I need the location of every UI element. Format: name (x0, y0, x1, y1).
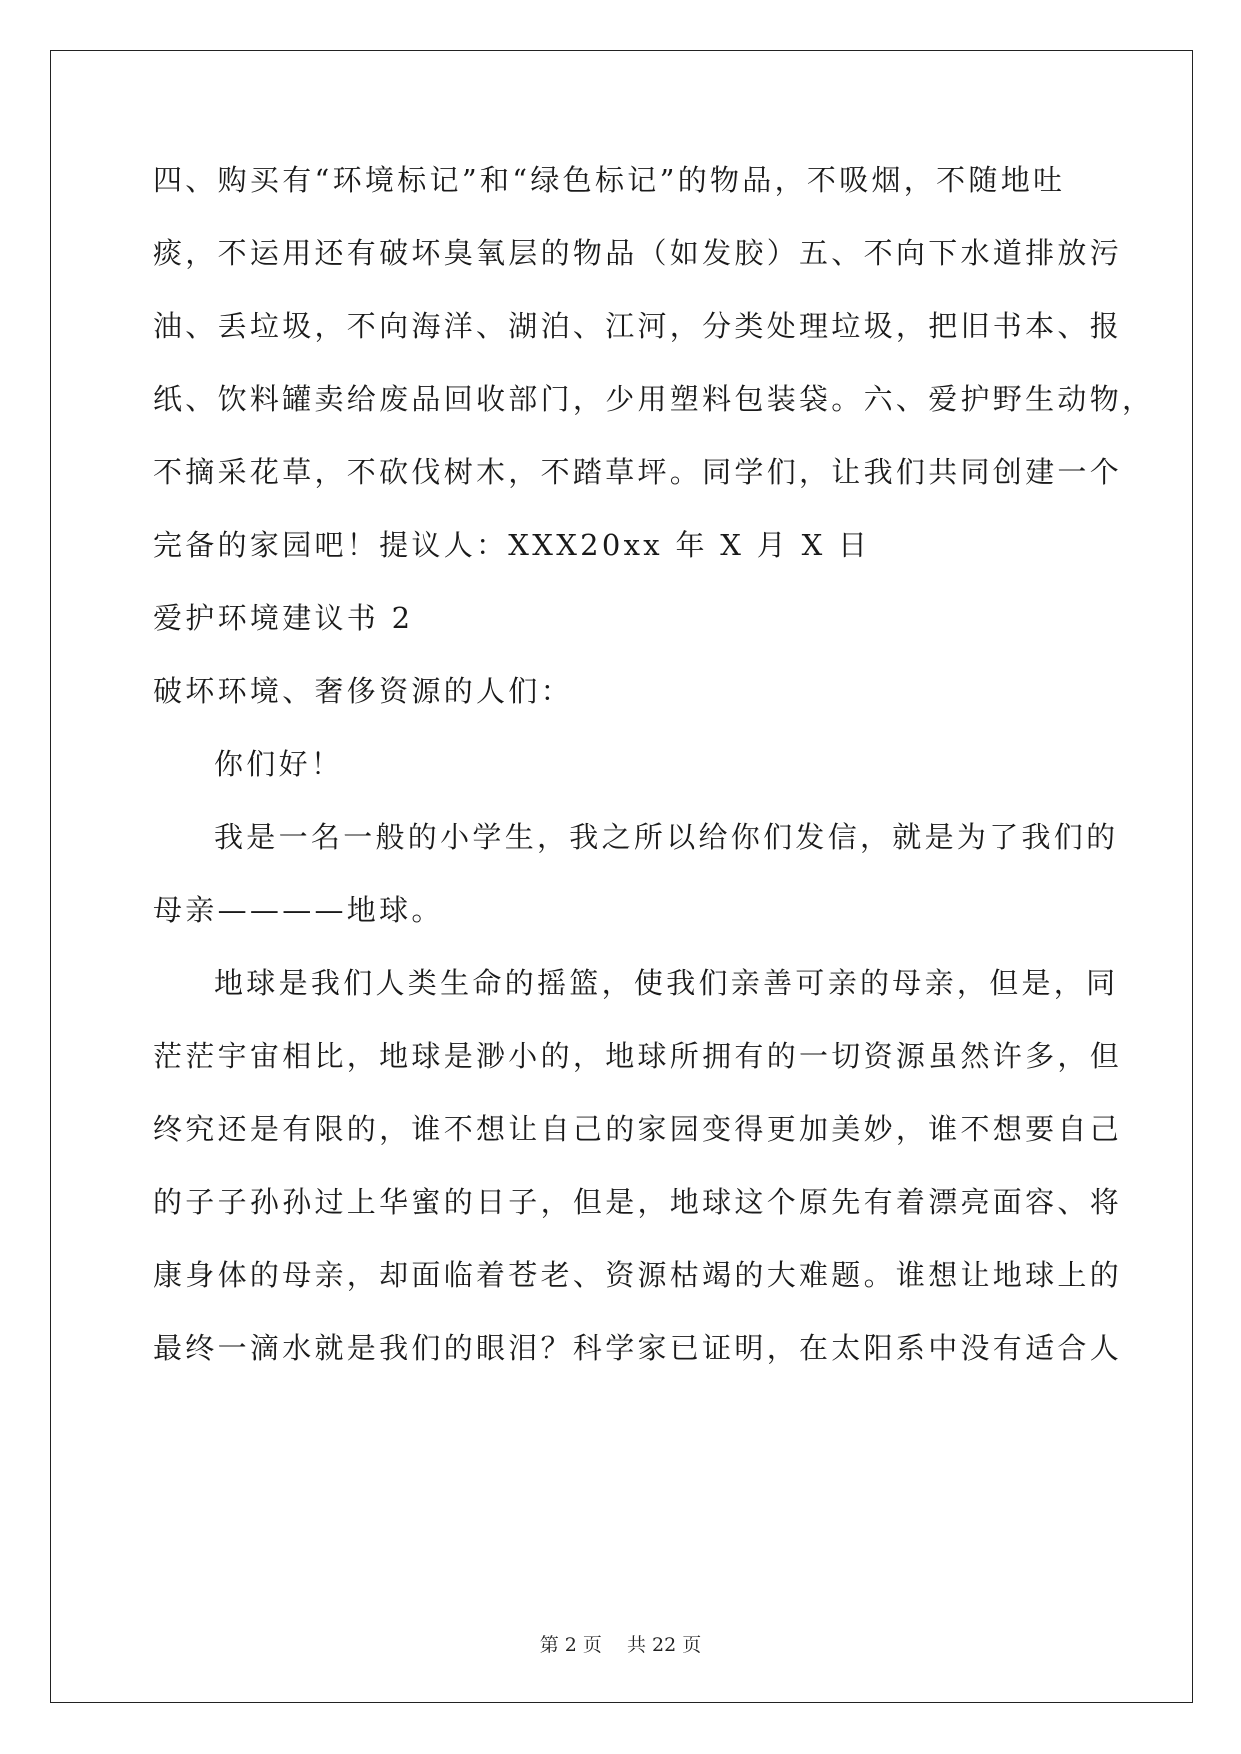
text-line: 茫茫宇宙相比，地球是渺小的，地球所拥有的一切资源虽然许多，但 (153, 1039, 1123, 1073)
text-line: 痰，不运用还有破坏臭氧层的物品（如发胶）五、不向下水道排放污 (153, 236, 1123, 270)
text-line: 康身体的母亲，却面临着苍老、资源枯竭的大难题。谁想让地球上的 (153, 1258, 1123, 1292)
greeting: 你们好！ (214, 747, 344, 781)
salutation: 破坏环境、奢侈资源的人们： (153, 674, 573, 708)
text-line: 地球是我们人类生命的摇篮，使我们亲善可亲的母亲，但是，同 (214, 966, 1119, 1000)
section-heading: 爱护环境建议书 2 (153, 601, 414, 635)
page-number: 第 2 页 共 22 页 (539, 1634, 702, 1656)
text-line: 完备的家园吧！提议人：XXX20xx 年 X 月 X 日 (153, 528, 871, 562)
text-line: 油、丢垃圾，不向海洋、湖泊、江河，分类处理垃圾，把旧书本、报 (153, 309, 1123, 343)
text-line: 不摘采花草，不砍伐树木，不踏草坪。同学们，让我们共同创建一个 (153, 455, 1123, 489)
text-line: 的子子孙孙过上华蜜的日子，但是，地球这个原先有着漂亮面容、将 (153, 1185, 1123, 1219)
text-line: 纸、饮料罐卖给废品回收部门，少用塑料包装袋。六、爱护野生动物， (153, 382, 1155, 416)
text-line: 母亲————地球。 (153, 893, 444, 927)
text-line: 终究还是有限的，谁不想让自己的家园变得更加美妙，谁不想要自己 (153, 1112, 1123, 1146)
text-line: 最终一滴水就是我们的眼泪？科学家已证明，在太阳系中没有适合人 (153, 1331, 1123, 1365)
page-border (50, 50, 1193, 1703)
text-line: 我是一名一般的小学生，我之所以给你们发信，就是为了我们的 (214, 820, 1119, 854)
text-line: 四、购买有“环境标记”和“绿色标记”的物品，不吸烟，不随地吐 (153, 163, 1066, 197)
